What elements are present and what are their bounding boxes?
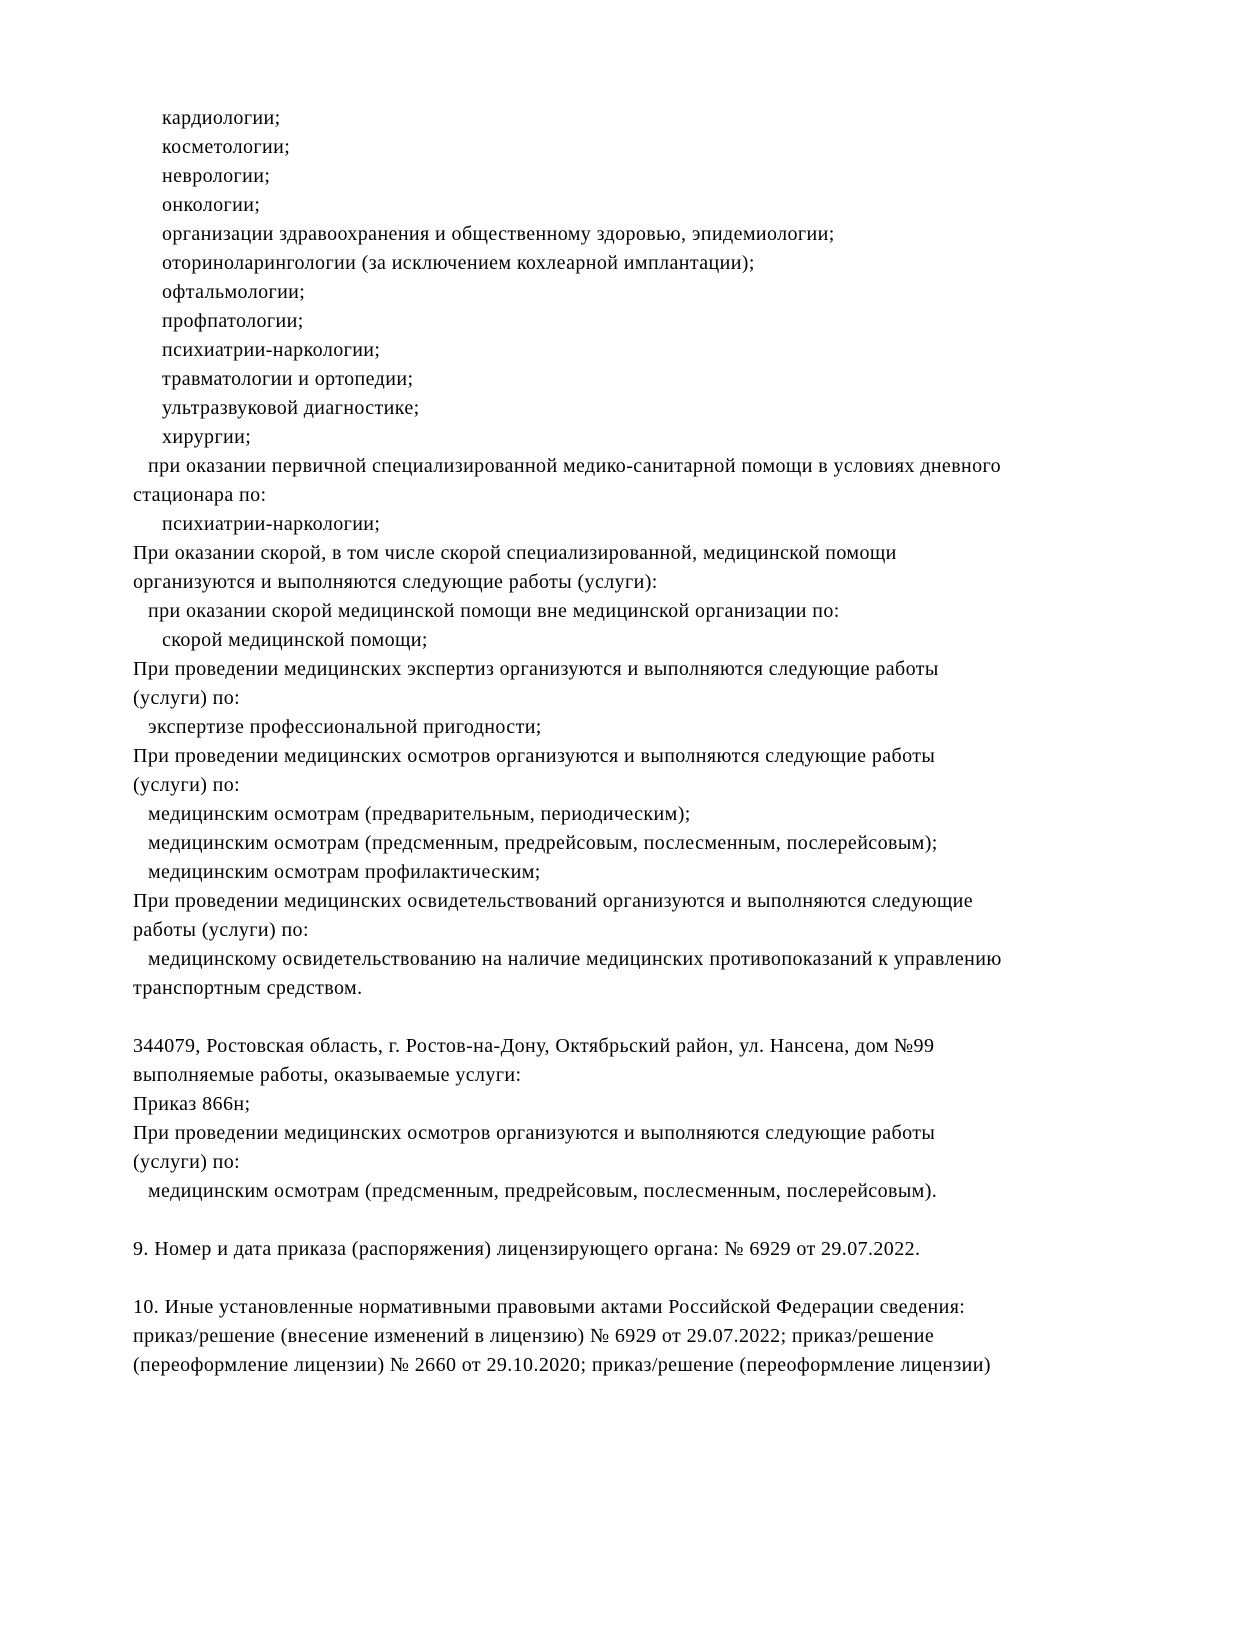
- blank-line: [133, 1206, 1140, 1235]
- document-line: стационара по:: [133, 484, 267, 506]
- document-line: 344079, Ростовская область, г. Ростов-на-Дону, Октябрьский район, ул. Нансена, дом №99: [133, 1035, 935, 1057]
- document-line: экспертизе профессиональной пригодности;: [148, 716, 542, 738]
- blank-line: [133, 1003, 1140, 1032]
- document-line: организуются и выполняются следующие работы (услуги):: [133, 571, 658, 593]
- document-line: психиатрии-наркологии;: [162, 513, 381, 535]
- document-line: выполняемые работы, оказываемые услуги:: [133, 1064, 522, 1086]
- document-line: При проведении медицинских осмотров организуются и выполняются следующие работы: [133, 1122, 936, 1144]
- document-line: Приказ 866н;: [133, 1093, 251, 1115]
- document-line: косметологии;: [162, 136, 291, 158]
- document-line: оториноларингологии (за исключением кохлеарной имплантации);: [162, 252, 755, 274]
- document-line: (услуги) по:: [133, 774, 241, 796]
- document-line: организации здравоохранения и общественному здоровью, эпидемиологии;: [162, 223, 835, 245]
- document-line: (услуги) по:: [133, 1151, 241, 1173]
- document-line: ультразвуковой диагностике;: [162, 397, 420, 419]
- document-line: травматологии и ортопедии;: [162, 368, 414, 390]
- document-line: психиатрии-наркологии;: [162, 339, 381, 361]
- document-line: офтальмологии;: [162, 281, 306, 303]
- document-line: хирургии;: [162, 426, 252, 448]
- document-line: 10. Иные установленные нормативными правовыми актами Российской Федерации сведения:: [133, 1296, 966, 1318]
- document-line: кардиологии;: [162, 107, 281, 129]
- document-line: работы (услуги) по:: [133, 919, 309, 941]
- document-line: онкологии;: [162, 194, 261, 216]
- document-line: транспортным средством.: [133, 977, 363, 999]
- document-line: (переоформление лицензии) № 2660 от 29.10.2020; приказ/решение (переоформление лицензии): [133, 1354, 991, 1376]
- document-line: медицинскому освидетельствованию на наличие медицинских противопоказаний к управлению: [148, 948, 1002, 970]
- document-line: При проведении медицинских освидетельствований организуются и выполняются следующие: [133, 890, 974, 912]
- document-line: скорой медицинской помощи;: [162, 629, 428, 651]
- document-body: [133, 104, 1140, 1380]
- document-line: медицинским осмотрам профилактическим;: [148, 861, 541, 883]
- document-line: При проведении медицинских осмотров организуются и выполняются следующие работы: [133, 745, 936, 767]
- document-line: профпатологии;: [162, 310, 304, 332]
- document-line: медицинским осмотрам (предварительным, периодическим);: [148, 803, 691, 825]
- document-line: приказ/решение (внесение изменений в лицензию) № 6929 от 29.07.2022; приказ/решение: [133, 1325, 935, 1347]
- blank-line: [133, 1264, 1140, 1293]
- document-line: При проведении медицинских экспертиз организуются и выполняются следующие работы: [133, 658, 939, 680]
- document-line: медицинским осмотрам (предсменным, предрейсовым, послесменным, послерейсовым);: [148, 832, 938, 854]
- document-line: при оказании скорой медицинской помощи вне медицинской организации по:: [148, 600, 840, 622]
- document-line: неврологии;: [162, 165, 271, 187]
- document-line: при оказании первичной специализированной медико-санитарной помощи в условиях дневного: [148, 455, 1002, 477]
- document-line: 9. Номер и дата приказа (распоряжения) лицензирующего органа: № 6929 от 29.07.2022.: [133, 1238, 921, 1260]
- document-line: (услуги) по:: [133, 687, 241, 709]
- document-line: При оказании скорой, в том числе скорой специализированной, медицинской помощи: [133, 542, 897, 564]
- document-line: медицинским осмотрам (предсменным, предрейсовым, послесменным, послерейсовым).: [148, 1180, 938, 1202]
